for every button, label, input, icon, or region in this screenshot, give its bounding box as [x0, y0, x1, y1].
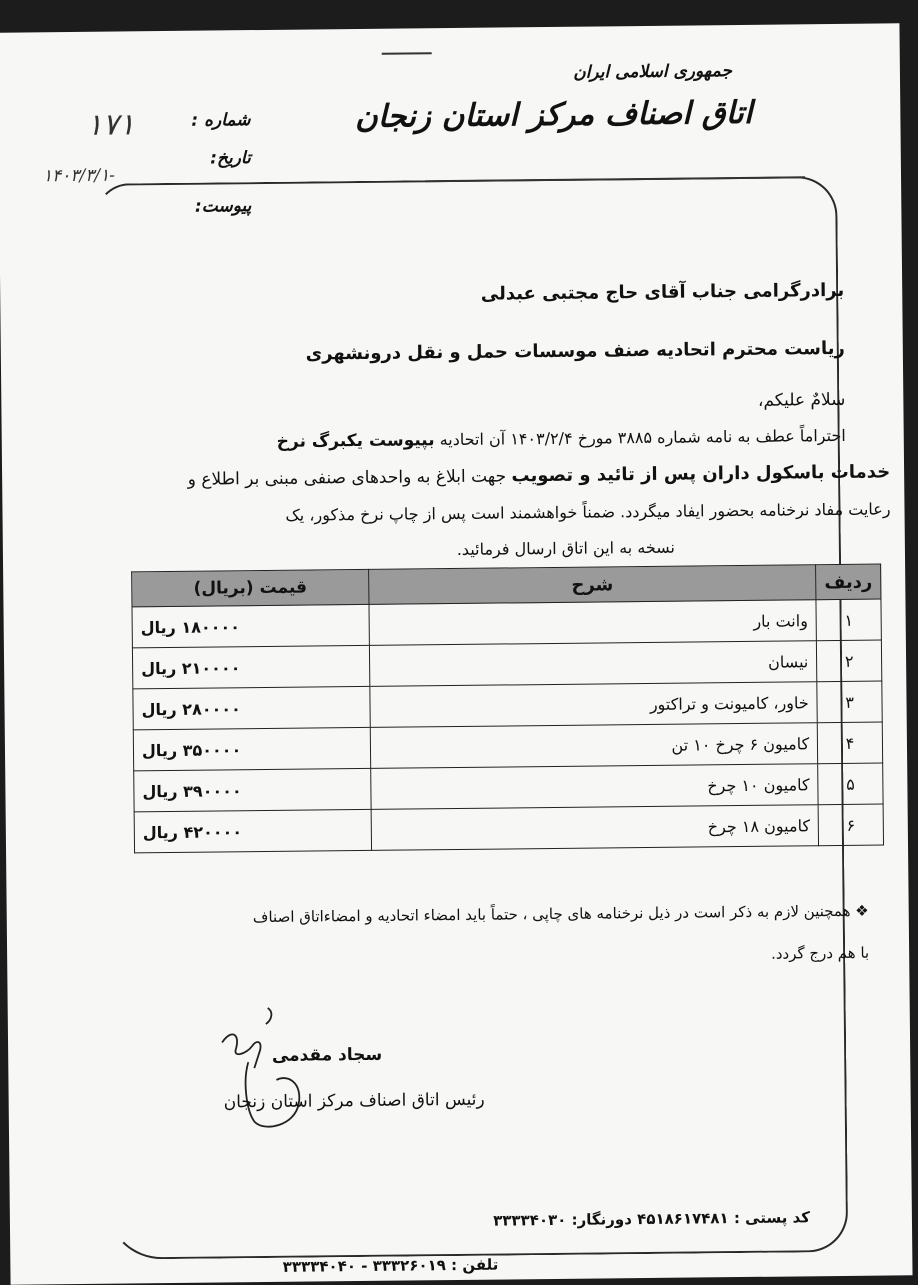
- signatory-name: سجاد مقدمی: [271, 1044, 383, 1066]
- price-table: [131, 564, 884, 854]
- handwritten-signature: [208, 1001, 329, 1142]
- row-price: ۳۹۰۰۰۰ ریال: [134, 768, 371, 811]
- address-line2: ریاست محترم اتحادیه صنف موسسات حمل و نقل درونشهری: [305, 337, 845, 365]
- note-line1: همچنین لازم به ذکر است در ذیل نرخنامه های چاپی ، حتماً باید امضاء اتحادیه و امضاءاتاق اصناف: [252, 901, 851, 927]
- row-price: ۴۲۰۰۰۰ ریال: [134, 809, 371, 852]
- paragraph-2: خدمات باسکول داران پس از تائید و تصویب: [511, 461, 891, 487]
- paragraph-3: رعایت مفاد نرخنامه بحضور ایفاد میگردد. ضمناً خواهشمند است پس از چاپ نرخ مذکور، یک: [285, 499, 891, 525]
- address-line1: برادرگرامی جناب آقای حاج مجتبی عبدلی: [480, 279, 845, 305]
- header-country: جمهوری اسلامی ایران: [573, 61, 733, 83]
- date-value: ۱۴۰۳/۳/۱-: [42, 165, 116, 187]
- number-label: شماره :: [191, 110, 251, 131]
- col-row-header: ردیف: [816, 564, 881, 600]
- letter-page: [0, 23, 913, 1284]
- row-number: ۱: [816, 599, 881, 641]
- number-value: ۱۷۱: [86, 107, 135, 143]
- row-description: خاور، کامیونت و تراکتور: [370, 682, 818, 728]
- row-price: ۲۱۰۰۰۰ ریال: [132, 645, 369, 688]
- attach-label: پیوست:: [194, 196, 252, 217]
- paragraph-1-bold: بپیوست یکبرگ نرخ: [276, 430, 435, 452]
- col-price-header: قیمت (بریال): [132, 569, 369, 606]
- paragraph-1: احتراماً عطف به نامه شماره ۳۸۸۵ مورخ ۱۴۰۳/۲/۴ آن اتحادیه: [439, 425, 846, 450]
- paragraph-4: نسخه به این اتاق ارسال فرمائید.: [456, 537, 675, 559]
- row-price: ۲۸۰۰۰۰ ریال: [133, 686, 370, 729]
- col-desc-header: شرح: [369, 565, 817, 605]
- top-mark: [382, 52, 432, 55]
- note-line2: با هم درج گردد.: [770, 943, 870, 963]
- row-description: کامیون ۱۰ چرخ: [371, 764, 819, 810]
- header-org: اتاق اصناف مرکز استان زنجان: [354, 94, 753, 136]
- row-description: کامیون ۶ چرخ ۱۰ تن: [370, 723, 818, 769]
- table-row: [134, 804, 883, 853]
- greeting: سلامٌ علیکم،: [757, 389, 846, 411]
- row-number: ۵: [818, 763, 883, 805]
- footer-phone: تلفن : ۳۳۳۲۶۰۱۹ - ۳۳۳۳۴۰۴۰: [282, 1255, 499, 1276]
- row-description: وانت بار: [369, 600, 817, 646]
- row-number: ۳: [817, 681, 882, 723]
- row-price: ۳۵۰۰۰۰ ریال: [133, 727, 370, 770]
- paragraph-2-rest: جهت ابلاغ به واحدهای صنفی مبنی بر اطلاع و: [187, 466, 507, 490]
- row-description: کامیون ۱۸ چرخ: [371, 805, 819, 851]
- note-bullet-icon: ❖: [855, 901, 869, 920]
- row-number: ۲: [817, 640, 882, 682]
- date-label: تاریخ:: [210, 148, 251, 169]
- footer-postal: کد پستی : ۴۵۱۸۶۱۷۴۸۱ دورنگار: ۳۳۳۳۴۰۳۰: [493, 1208, 811, 1230]
- row-price: ۱۸۰۰۰۰ ریال: [132, 604, 369, 647]
- row-description: نیسان: [369, 641, 817, 687]
- row-number: ۶: [818, 804, 883, 846]
- signatory-title: رئیس اتاق اصناف مرکز استان زنجان: [223, 1089, 485, 1113]
- row-number: ۴: [817, 722, 882, 764]
